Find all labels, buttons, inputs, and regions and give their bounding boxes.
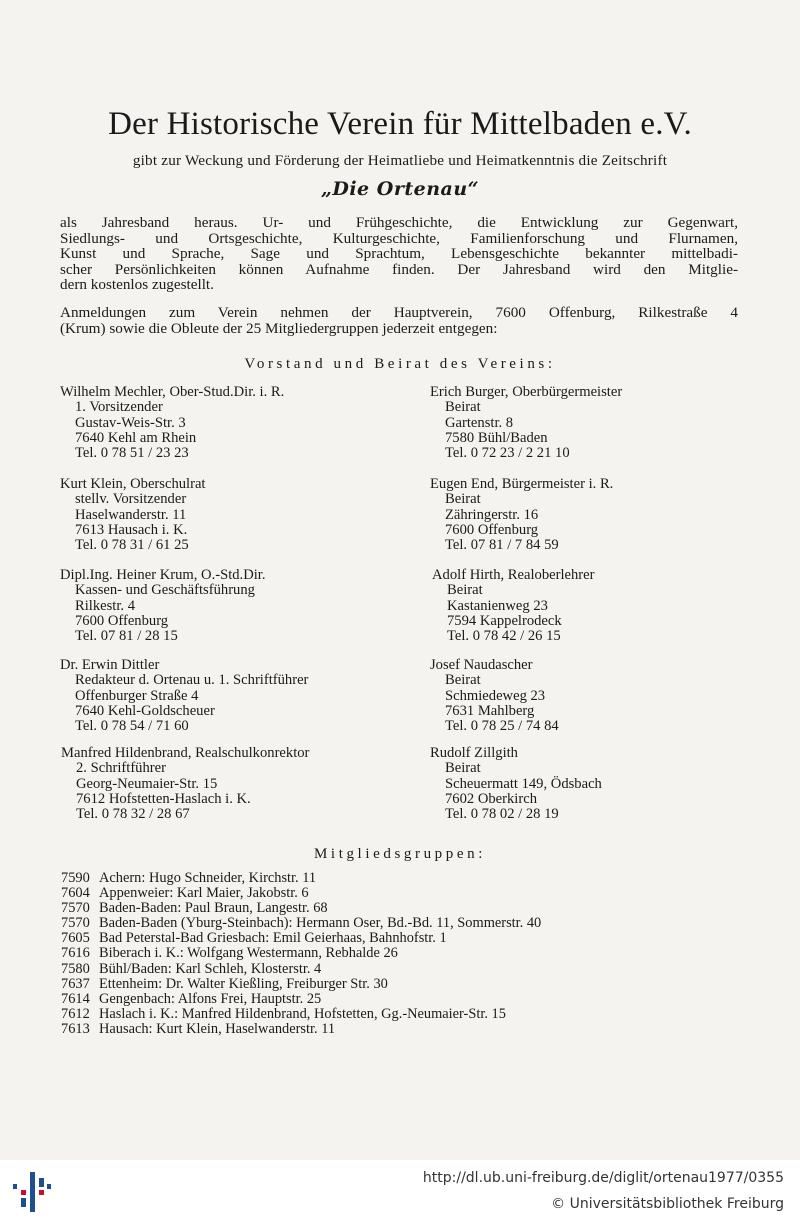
postal-code: 7570 <box>61 915 90 932</box>
board-member <box>60 658 308 734</box>
member-detail: 7631 Mahlberg <box>445 702 535 719</box>
member-detail: Scheuermatt 149, Ödsbach <box>445 775 602 792</box>
postal-code: 7570 <box>61 900 90 917</box>
journal-name: „Die Ortenau“ <box>320 178 480 200</box>
list-item <box>61 1007 741 1022</box>
member-detail: 7602 Oberkirch <box>445 790 537 807</box>
list-item <box>61 886 741 901</box>
paragraph-line: Kunst und Sprache, Sage und Sprachtum, Lebensgeschichte bekannter mittelbadi- <box>60 245 738 263</box>
member-detail: 7600 Offenburg <box>445 521 539 538</box>
board-member <box>60 385 284 461</box>
list-item <box>61 1022 741 1037</box>
member-detail: Tel. 0 72 23 / 2 21 10 <box>445 445 570 462</box>
member-detail: Georg-Neumaier-Str. 15 <box>76 775 218 792</box>
member-detail: Tel. 0 78 32 / 28 67 <box>76 806 190 823</box>
group-entry: Haslach i. K.: Manfred Hildenbrand, Hofstetten, Gg.-Neumaier-Str. 15 <box>99 1005 506 1022</box>
group-entry: Achern: Hugo Schneider, Kirchstr. 11 <box>99 870 317 886</box>
member-detail: 2. Schriftführer <box>76 760 166 777</box>
board-member <box>430 658 559 734</box>
board-heading: Vorstand und Beirat des Vereins: <box>244 356 556 372</box>
paragraph-line: Anmeldungen zum Verein nehmen der Hauptverein, 7600 Offenburg, Rilkestraße 4 <box>60 304 738 321</box>
postal-code: 7580 <box>61 960 90 977</box>
member-detail: Kastanienweg 23 <box>447 597 548 614</box>
member-name: Dr. Erwin Dittler <box>60 657 160 673</box>
board-member <box>60 568 266 644</box>
member-detail: 7612 Hofstetten-Haslach i. K. <box>76 790 251 807</box>
postal-code: 7604 <box>61 885 90 902</box>
member-detail: 1. Vorsitzender <box>75 399 163 416</box>
paragraph-line: als Jahresband heraus. Ur- und Frühgeschichte, die Entwicklung zur Gegenwart, <box>60 214 738 231</box>
member-detail: Tel. 07 81 / 28 15 <box>75 628 178 645</box>
group-entry: Appenweier: Karl Maier, Jakobstr. 6 <box>99 885 309 902</box>
member-detail: 7580 Bühl/Baden <box>445 429 548 446</box>
postal-code: 7614 <box>61 990 90 1007</box>
member-name: Wilhelm Mechler, Ober-Stud.Dir. i. R. <box>60 384 285 400</box>
postal-code: 7613 <box>61 1020 90 1037</box>
list-item <box>61 946 741 961</box>
member-detail: Beirat <box>445 760 481 777</box>
member-detail: 7613 Hausach i. K. <box>75 521 188 538</box>
member-name: Kurt Klein, Oberschulrat <box>60 476 206 492</box>
group-entry: Biberach i. K.: Wolfgang Westermann, Rebhalde 26 <box>99 945 398 962</box>
paragraph-line: dern kostenlos zugestellt. <box>60 276 214 294</box>
member-detail: Tel. 0 78 42 / 26 15 <box>447 628 561 645</box>
member-name: Manfred Hildenbrand, Realschulkonrektor <box>61 745 310 761</box>
group-entry: Ettenheim: Dr. Walter Kießling, Freiburger Str. 30 <box>99 975 388 992</box>
ub-freiburg-logo-icon <box>12 1170 52 1214</box>
group-entry: Bad Peterstal-Bad Griesbach: Emil Geierhaas, Bahnhofstr. 1 <box>99 930 447 947</box>
list-item <box>61 916 741 931</box>
list-item <box>61 871 741 886</box>
group-entry: Baden-Baden: Paul Braun, Langestr. 68 <box>99 900 328 917</box>
member-detail: Tel. 0 78 31 / 61 25 <box>75 537 189 554</box>
member-detail: Tel. 07 81 / 7 84 59 <box>445 537 559 554</box>
list-item <box>61 962 741 977</box>
copyright-notice: © Universitätsbibliothek Freiburg <box>551 1196 784 1212</box>
member-name: Rudolf Zillgith <box>430 745 518 761</box>
list-item <box>61 977 741 992</box>
board-member <box>432 568 595 644</box>
board-member <box>430 746 602 822</box>
group-entry: Hausach: Kurt Klein, Haselwanderstr. 11 <box>99 1020 336 1037</box>
group-entry: Gengenbach: Alfons Frei, Hauptstr. 25 <box>99 990 322 1007</box>
postal-code: 7637 <box>61 975 90 992</box>
paragraph-line: (Krum) sowie die Obleute der 25 Mitgliedergruppen jederzeit entgegen: <box>60 319 498 337</box>
member-name: Josef Naudascher <box>430 657 533 673</box>
member-detail: 7594 Kappelrodeck <box>447 612 562 629</box>
member-detail: Gartenstr. 8 <box>445 414 514 431</box>
member-detail: Gustav-Weis-Str. 3 <box>75 414 186 431</box>
paragraph-line: scher Persönlichkeiten können Aufnahme finden. Der Jahresband wird den Mitglie- <box>60 260 738 278</box>
member-detail: Tel. 0 78 02 / 28 19 <box>445 806 559 823</box>
library-footer <box>0 1160 800 1220</box>
member-name: Eugen End, Bürgermeister i. R. <box>430 476 614 492</box>
member-detail: Tel. 0 78 25 / 74 84 <box>445 718 559 735</box>
board-member <box>430 477 613 553</box>
groups-list <box>61 871 741 1037</box>
member-detail: 7640 Kehl am Rhein <box>75 429 197 446</box>
description-paragraph <box>60 215 738 293</box>
paragraph-line: Siedlungs- und Ortsgeschichte, Kulturgeschichte, Familienforschung und Flurnamen, <box>60 229 738 247</box>
member-detail: Redakteur d. Ortenau u. 1. Schriftführer <box>75 672 309 689</box>
member-detail: Schmiedeweg 23 <box>445 687 546 704</box>
member-name: Erich Burger, Oberbürgermeister <box>430 384 623 400</box>
list-item <box>61 901 741 916</box>
member-detail: 7600 Offenburg <box>75 612 169 629</box>
member-detail: Tel. 0 78 51 / 23 23 <box>75 445 189 462</box>
member-detail: Haselwanderstr. 11 <box>75 506 187 523</box>
group-entry: Baden-Baden (Yburg-Steinbach): Hermann Oser, Bd.-Bd. 11, Sommerstr. 40 <box>99 915 542 932</box>
permalink[interactable]: http://dl.ub.uni-freiburg.de/diglit/ortenau1977/0355 <box>422 1170 784 1186</box>
member-detail: Beirat <box>445 399 481 416</box>
list-item <box>61 931 741 946</box>
group-entry: Bühl/Baden: Karl Schleh, Klosterstr. 4 <box>99 960 322 977</box>
member-detail: Beirat <box>445 491 481 508</box>
member-detail: Beirat <box>445 672 481 689</box>
registration-paragraph <box>60 305 738 336</box>
page-title: Der Historische Verein für Mittelbaden e.V. <box>108 106 692 142</box>
board-member <box>60 477 206 553</box>
member-detail: stellv. Vorsitzender <box>75 491 187 508</box>
groups-heading: Mitgliedsgruppen: <box>313 846 487 862</box>
member-name: Dipl.Ing. Heiner Krum, O.-Std.Dir. <box>60 567 266 583</box>
member-name: Adolf Hirth, Realoberlehrer <box>432 567 595 583</box>
board-member <box>61 746 309 822</box>
postal-code: 7612 <box>61 1005 90 1022</box>
member-detail: Offenburger Straße 4 <box>75 687 199 704</box>
postal-code: 7590 <box>61 870 90 886</box>
member-detail: 7640 Kehl-Goldscheuer <box>75 702 215 719</box>
lead-sentence: gibt zur Weckung und Förderung der Heimatliebe und Heimatkenntnis die Zeitschrift <box>132 152 668 169</box>
member-detail: Rilkestr. 4 <box>75 597 135 614</box>
member-detail: Kassen- und Geschäftsführung <box>75 582 255 599</box>
postal-code: 7616 <box>61 945 90 962</box>
member-detail: Beirat <box>447 582 483 599</box>
postal-code: 7605 <box>61 930 90 947</box>
board-member <box>430 385 622 461</box>
list-item <box>61 992 741 1007</box>
member-detail: Zähringerstr. 16 <box>445 506 539 523</box>
member-detail: Tel. 0 78 54 / 71 60 <box>75 718 189 735</box>
